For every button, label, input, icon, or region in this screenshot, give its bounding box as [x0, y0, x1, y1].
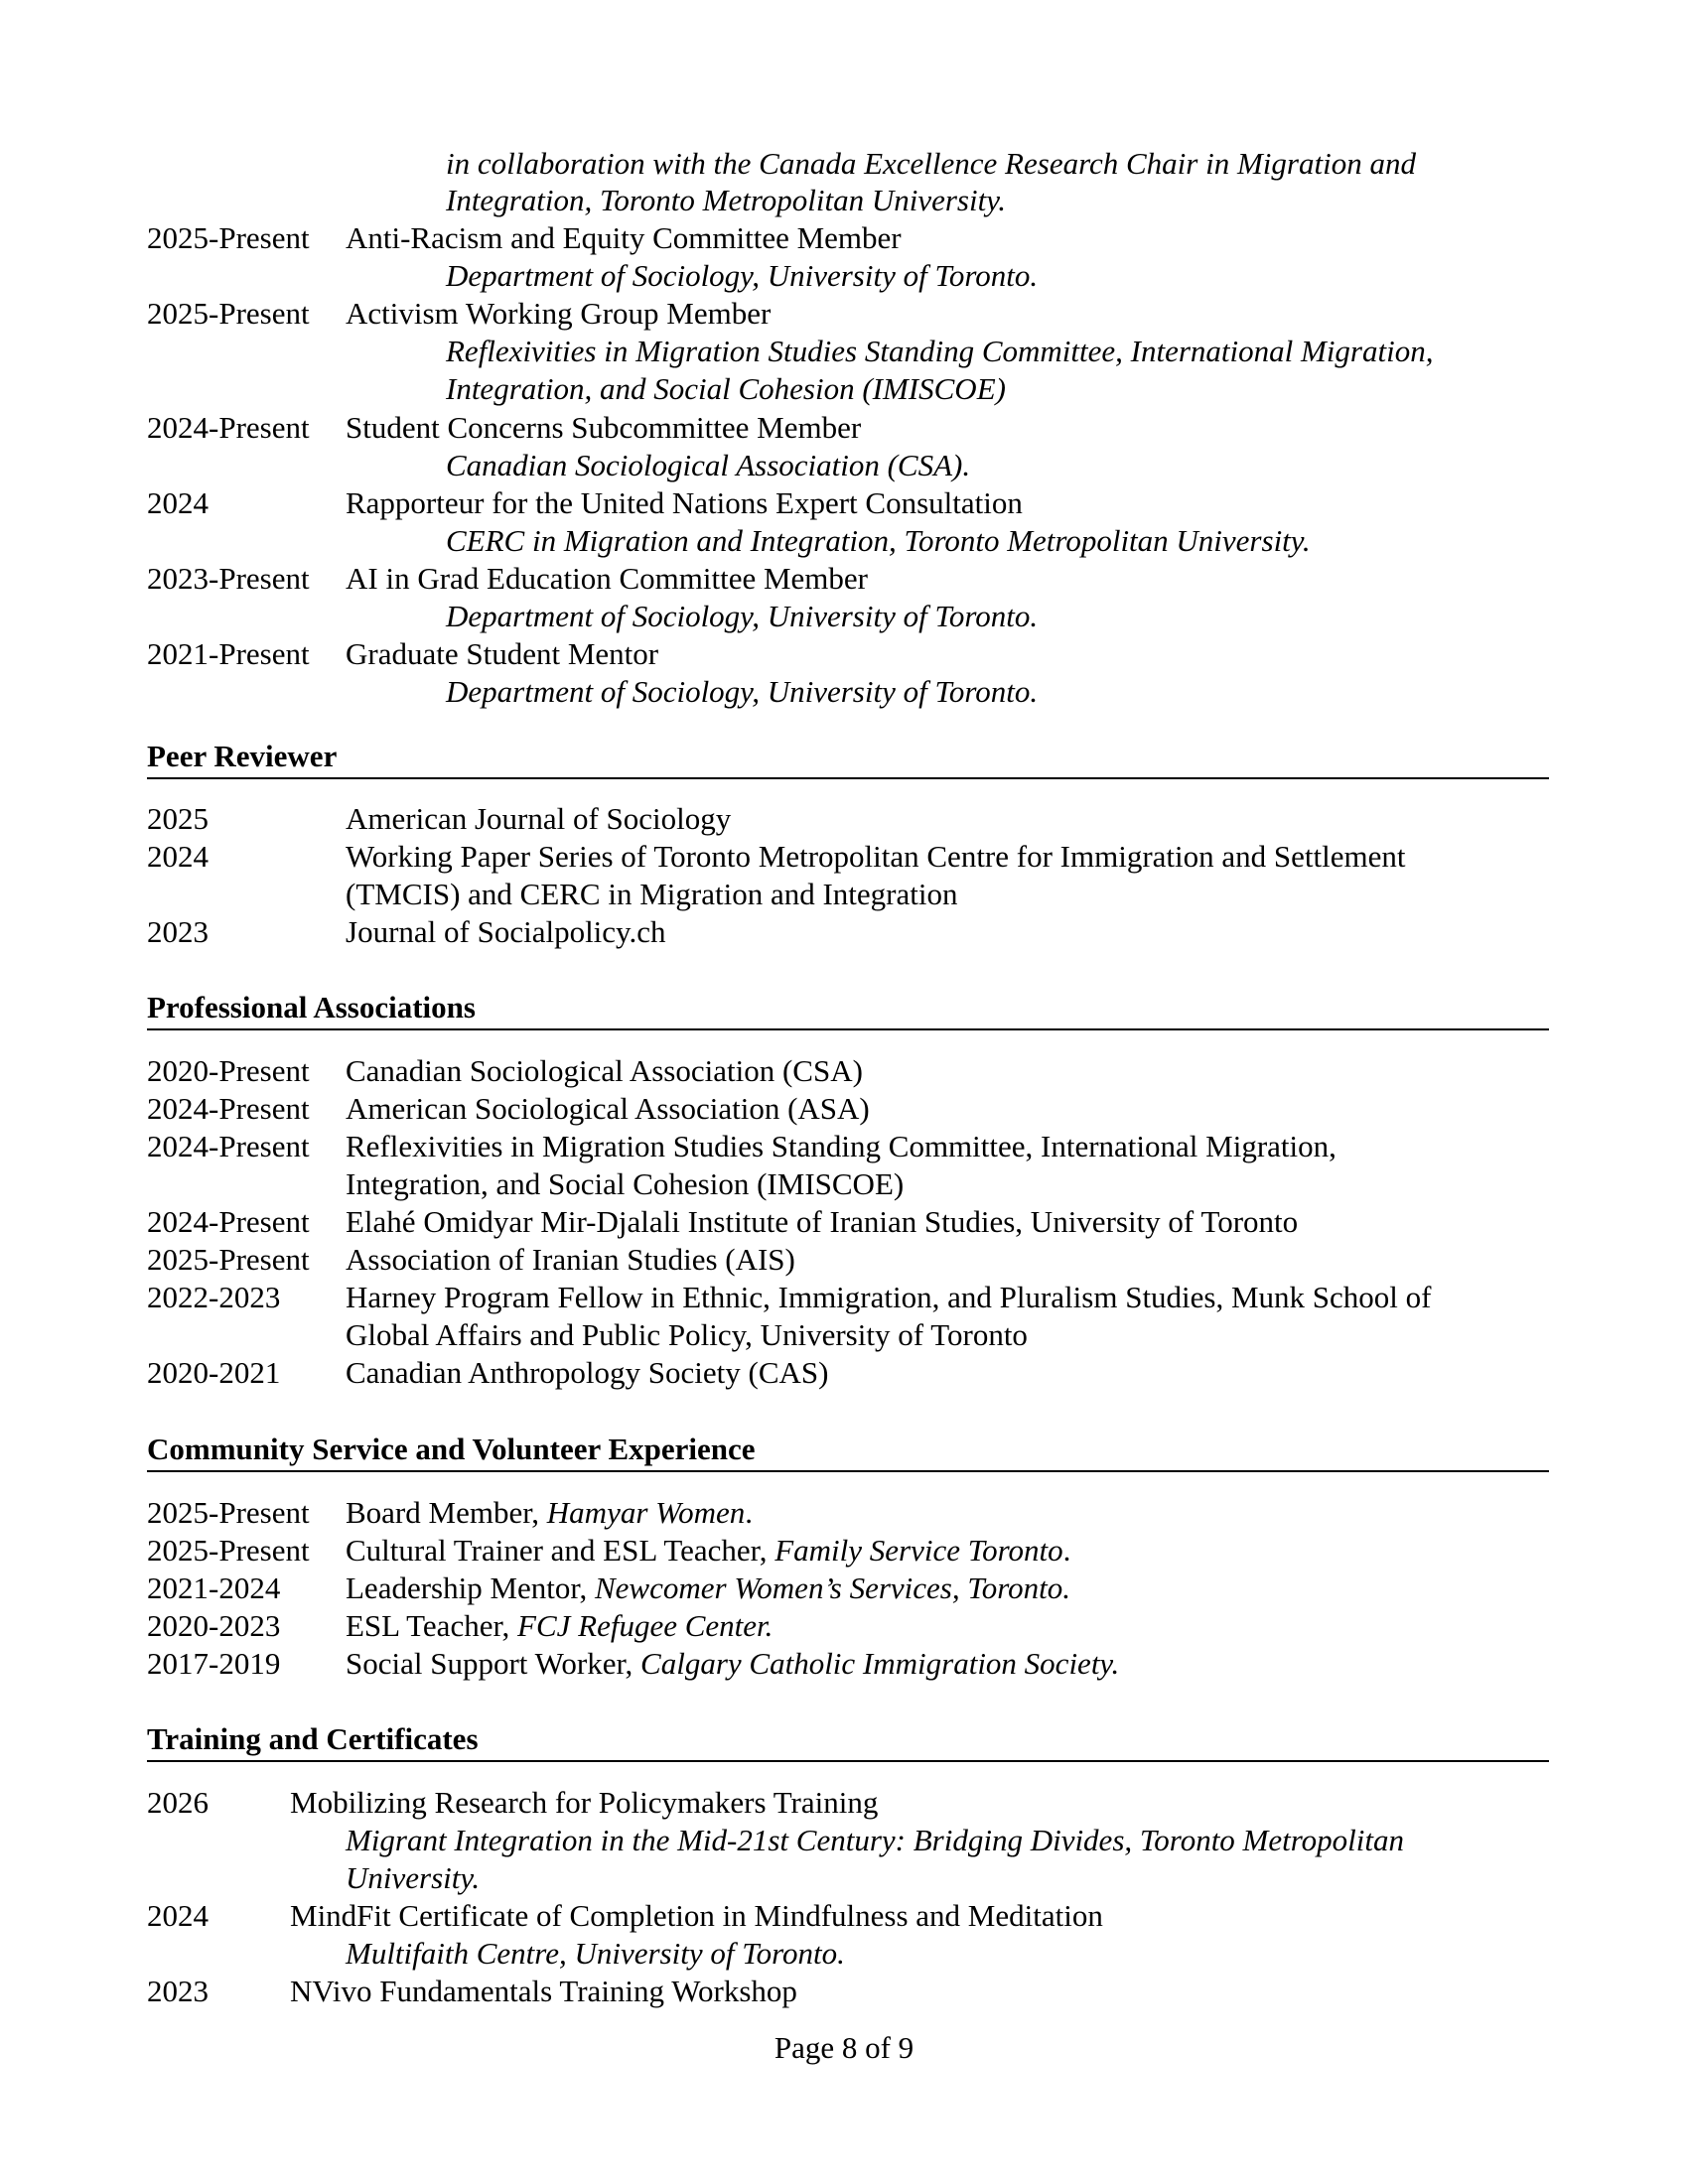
entry-date: 2020-Present	[147, 1053, 310, 1088]
section-divider	[147, 1028, 1549, 1030]
service-continued-text: in collaboration with the Canada Excellence Research Chair in Migration and	[446, 146, 1416, 181]
entry-text: American Sociological Association (ASA)	[346, 1091, 870, 1126]
entry-text: Harney Program Fellow in Ethnic, Immigration, and Pluralism Studies, Munk School of	[346, 1280, 1432, 1314]
entry-role: Board Member,	[346, 1495, 547, 1530]
entry-date: 2024	[147, 839, 209, 874]
entry-date: 2023	[147, 1974, 209, 2008]
entry-text	[346, 1645, 1119, 1683]
entry-institution: Canadian Sociological Association (CSA).	[446, 448, 971, 482]
entry-title: Mobilizing Research for Policymakers Training	[290, 1785, 879, 1820]
section-divider	[147, 1760, 1549, 1762]
entry-date: 2024	[147, 485, 209, 520]
entry-date: 2024-Present	[147, 1204, 310, 1239]
page-number: Page 8 of 9	[774, 2030, 914, 2065]
entry-organization: Newcomer Women’s Services, Toronto.	[594, 1570, 1071, 1605]
entry-tail: .	[745, 1495, 754, 1530]
entry-organization: FCJ Refugee Center.	[517, 1608, 774, 1643]
entry-role: Student Concerns Subcommittee Member	[346, 410, 862, 445]
entry-institution: Reflexivities in Migration Studies Standing Committee, International Migration,	[446, 334, 1434, 368]
entry-text	[346, 1570, 1070, 1607]
entry-date: 2020-2023	[147, 1608, 281, 1643]
entry-institution: CERC in Migration and Integration, Toronto Metropolitan University.	[446, 523, 1311, 558]
entry-text: Reflexivities in Migration Studies Standing Committee, International Migration,	[346, 1129, 1336, 1163]
section-divider	[147, 777, 1549, 779]
entry-text: Elahé Omidyar Mir-Djalali Institute of Iranian Studies, University of Toronto	[346, 1204, 1299, 1239]
entry-date: 2025-Present	[147, 296, 310, 331]
entry-text: Journal of Socialpolicy.ch	[346, 914, 666, 949]
entry-date: 2023	[147, 914, 209, 949]
entry-text: American Journal of Sociology	[346, 801, 732, 836]
entry-text	[346, 1494, 753, 1532]
entry-role: ESL Teacher,	[346, 1608, 518, 1643]
entry-date: 2021-Present	[147, 636, 310, 671]
entry-text	[346, 1607, 773, 1645]
section-divider	[147, 1470, 1549, 1472]
entry-date: 2024	[147, 1898, 209, 1933]
entry-organization: Family Service Toronto	[774, 1533, 1063, 1568]
section-heading-community-service: Community Service and Volunteer Experience	[147, 1432, 756, 1466]
entry-role: Cultural Trainer and ESL Teacher,	[346, 1533, 775, 1568]
entry-date: 2025-Present	[147, 1533, 310, 1568]
entry-title: MindFit Certificate of Completion in Mindfulness and Meditation	[290, 1898, 1103, 1933]
entry-text	[346, 1532, 1070, 1570]
entry-text: Association of Iranian Studies (AIS)	[346, 1242, 795, 1277]
entry-text: Integration, and Social Cohesion (IMISCOE)	[346, 1166, 905, 1201]
section-heading-training-certificates: Training and Certificates	[147, 1721, 479, 1756]
entry-organization: Calgary Catholic Immigration Society.	[640, 1646, 1120, 1681]
entry-date: 2021-2024	[147, 1570, 281, 1605]
entry-role: Social Support Worker,	[346, 1646, 641, 1681]
entry-role: Graduate Student Mentor	[346, 636, 659, 671]
entry-text: Global Affairs and Public Policy, University of Toronto	[346, 1317, 1028, 1352]
entry-date: 2025-Present	[147, 1242, 310, 1277]
entry-date: 2026	[147, 1785, 209, 1820]
entry-date: 2025-Present	[147, 1495, 310, 1530]
service-continued-text: Integration, Toronto Metropolitan University.	[446, 183, 1007, 217]
entry-institution: Multifaith Centre, University of Toronto.	[346, 1936, 845, 1971]
entry-tail: .	[1062, 1533, 1071, 1568]
entry-role: Anti-Racism and Equity Committee Member	[346, 220, 902, 255]
entry-title: NVivo Fundamentals Training Workshop	[290, 1974, 797, 2008]
entry-institution: Department of Sociology, University of Toronto.	[446, 599, 1039, 633]
entry-institution: Migrant Integration in the Mid-21st Century: Bridging Divides, Toronto Metropolitan	[346, 1823, 1405, 1857]
entry-date: 2023-Present	[147, 561, 310, 596]
entry-role: Activism Working Group Member	[346, 296, 772, 331]
entry-date: 2024-Present	[147, 410, 310, 445]
entry-date: 2025-Present	[147, 220, 310, 255]
entry-text: Working Paper Series of Toronto Metropolitan Centre for Immigration and Settlement	[346, 839, 1406, 874]
entry-date: 2025	[147, 801, 209, 836]
entry-role: AI in Grad Education Committee Member	[346, 561, 869, 596]
entry-date: 2017-2019	[147, 1646, 281, 1681]
entry-text: (TMCIS) and CERC in Migration and Integration	[346, 877, 958, 911]
entry-role: Leadership Mentor,	[346, 1570, 595, 1605]
entry-date: 2022-2023	[147, 1280, 281, 1314]
entry-institution: University.	[346, 1860, 481, 1895]
section-heading-peer-reviewer: Peer Reviewer	[147, 739, 338, 773]
entry-date: 2024-Present	[147, 1129, 310, 1163]
entry-text: Canadian Sociological Association (CSA)	[346, 1053, 863, 1088]
entry-role: Rapporteur for the United Nations Expert Consultation	[346, 485, 1023, 520]
entry-date: 2020-2021	[147, 1355, 281, 1390]
section-heading-professional-associations: Professional Associations	[147, 990, 476, 1024]
entry-date: 2024-Present	[147, 1091, 310, 1126]
entry-text: Canadian Anthropology Society (CAS)	[346, 1355, 829, 1390]
entry-institution: Department of Sociology, University of Toronto.	[446, 258, 1039, 293]
entry-organization: Hamyar Women	[546, 1495, 746, 1530]
entry-institution: Integration, and Social Cohesion (IMISCOE)	[446, 371, 1006, 406]
entry-institution: Department of Sociology, University of Toronto.	[446, 674, 1039, 709]
